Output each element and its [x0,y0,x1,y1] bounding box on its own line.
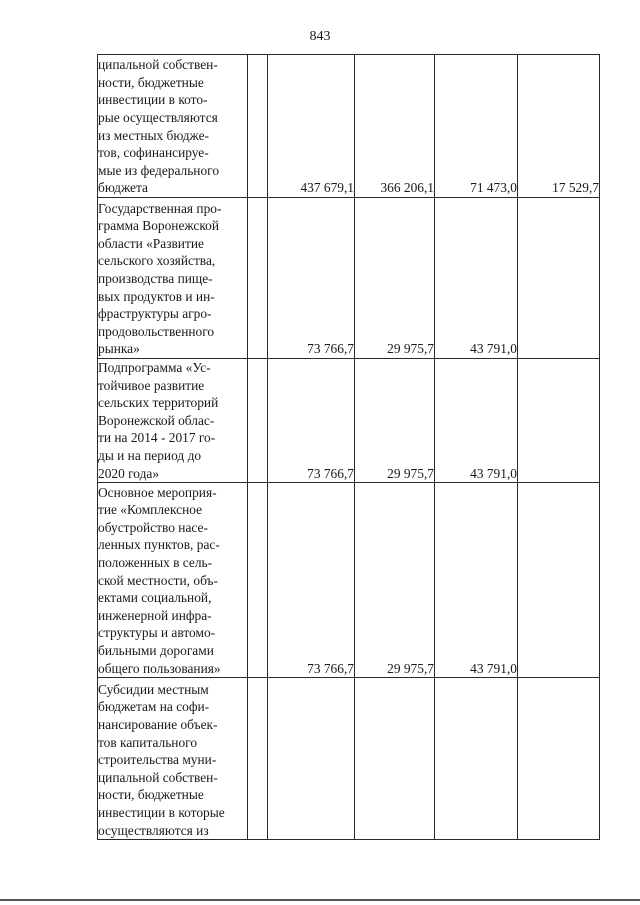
table-row [98,483,600,678]
amount-col-4: 17 529,7 [518,55,600,198]
amount-col-2: 29 975,7 [355,198,435,359]
amount-col-4 [518,198,600,359]
amount-col-3: 43 791,0 [435,483,518,678]
spacer-cell [248,359,268,483]
total-amount [268,678,355,840]
spacer-cell [248,678,268,840]
amount-col-3: 71 473,0 [435,55,518,198]
spacer-cell [248,483,268,678]
table-row [98,55,600,198]
amount-col-2: 29 975,7 [355,359,435,483]
row-description: Субсидии местным бюджетам на софи- нансирование объек- тов капитального строительства муни- ципальной собствен- ности, бюджетные инвестиции в которые осуществляются из [98,678,248,840]
total-amount: 73 766,7 [268,359,355,483]
table-row [98,678,600,840]
budget-table [97,54,600,840]
amount-col-2: 29 975,7 [355,483,435,678]
row-description: Основное мероприя- тие «Комплексное обустройство насе- ленных пунктов, рас- положенных в сель- ской местности, объ- ектами социальной, инженерной инфра- структуры и автомо- бильными дорогами общего пользования» [98,483,248,678]
amount-col-4 [518,678,600,840]
row-description: ципальной собствен- ности, бюджетные инвестиции в кото- рые осуществляются из местных бюдже- тов, софинансируе- мые из федерального бюджета [98,55,248,198]
amount-col-4 [518,483,600,678]
row-description: Подпрограмма «Ус- тойчивое развитие сельских территорий Воронежской облас- ти на 2014 - 2017 го- ды и на период до 2020 года» [98,359,248,483]
row-description: Государственная про- грамма Воронежской области «Развитие сельского хозяйства, производства пище- вых продуктов и ин- фраструктуры агро- продовольственного рынка» [98,198,248,359]
amount-col-3: 43 791,0 [435,198,518,359]
scan-edge-line [0,899,640,901]
total-amount: 73 766,7 [268,198,355,359]
spacer-cell [248,198,268,359]
page-number: 843 [309,29,331,44]
amount-col-4 [518,359,600,483]
total-amount: 73 766,7 [268,483,355,678]
amount-col-2 [355,678,435,840]
amount-col-3 [435,678,518,840]
table-row [98,359,600,483]
table-row [98,198,600,359]
amount-col-3: 43 791,0 [435,359,518,483]
spacer-cell [248,55,268,198]
total-amount: 437 679,1 [268,55,355,198]
amount-col-2: 366 206,1 [355,55,435,198]
